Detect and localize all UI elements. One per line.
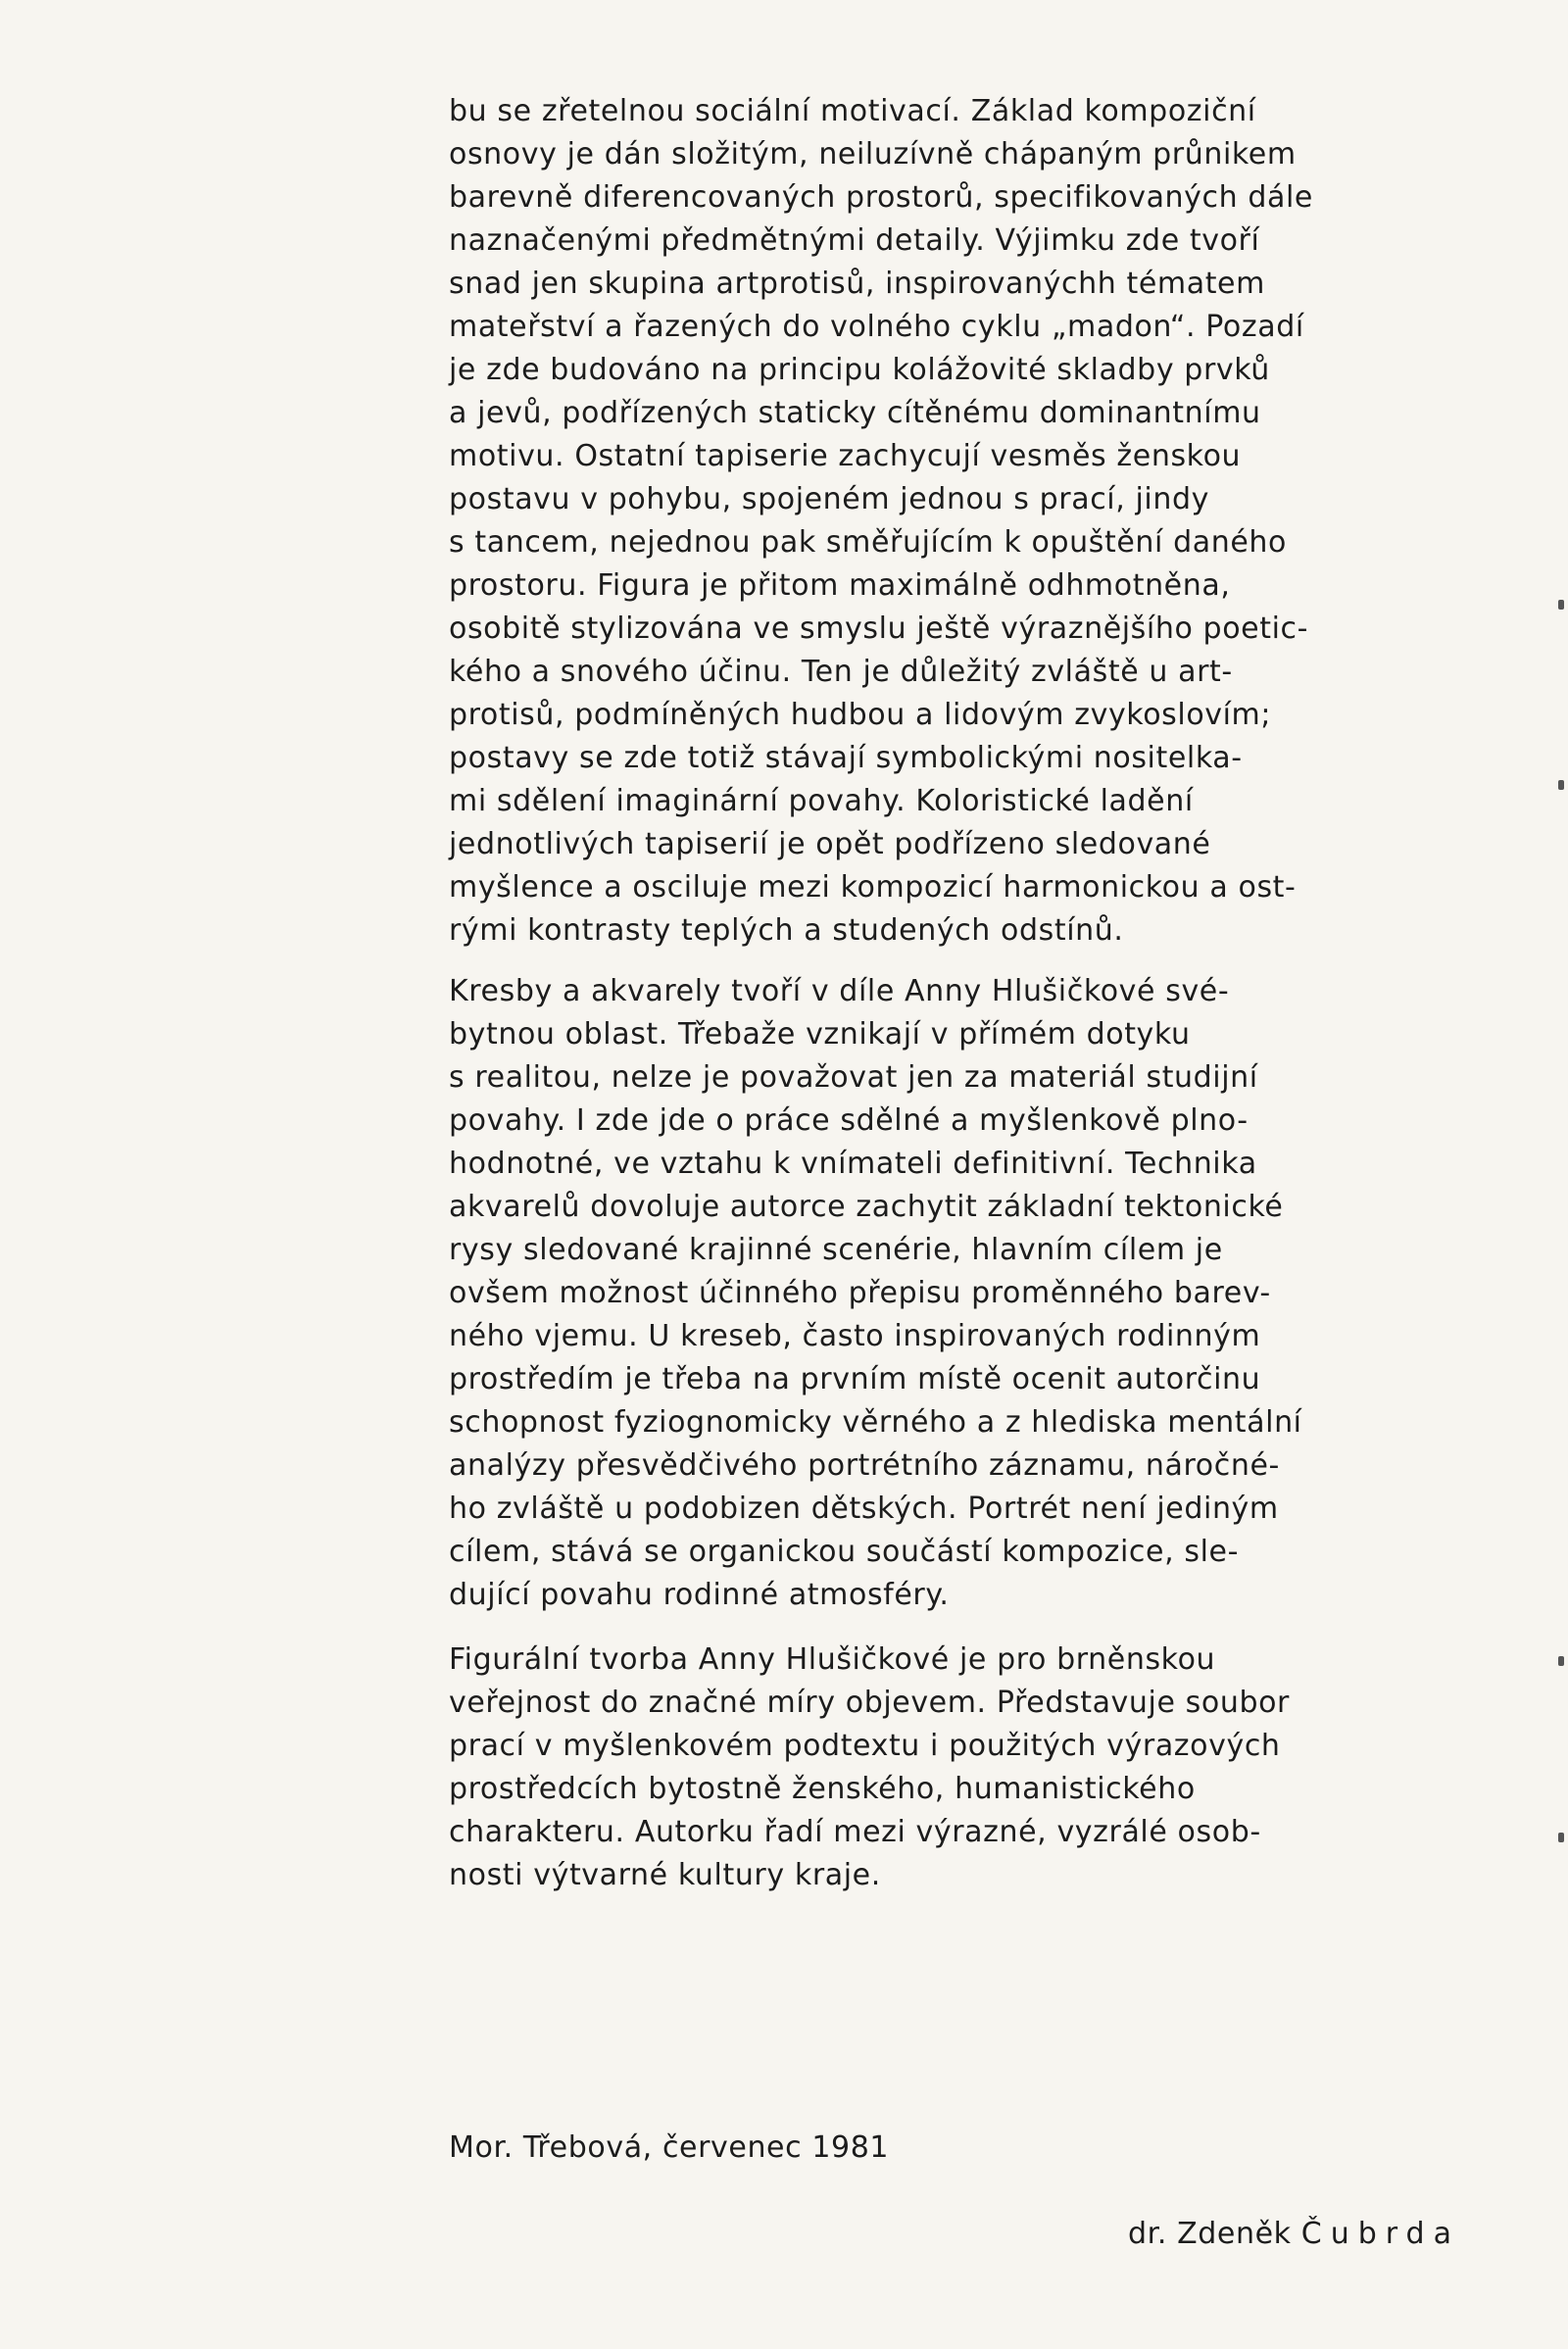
text-line: prací v myšlenkovém podtextu i použitých výrazových: [449, 1729, 1281, 1763]
text-line: ného vjemu. U kreseb, často inspirovaných rodinným: [449, 1319, 1261, 1353]
paragraph-tapestries: [449, 90, 1463, 953]
text-line: osnovy je dán složitým, neiluzívně chápaným průnikem: [449, 137, 1297, 171]
text-line: mateřství a řazených do volného cyklu „madon“. Pozadí: [449, 310, 1304, 344]
paragraph-figural-work: [449, 1639, 1463, 1897]
text-line: je zde budováno na principu kolážovité skladby prvků: [449, 353, 1270, 387]
text-line: Kresby a akvarely tvoří v díle Anny Hlušičkové své-: [449, 974, 1230, 1008]
signature-surname: Čubrda: [1300, 2217, 1460, 2251]
text-line: jednotlivých tapiserií je opět podřízeno sledované: [449, 827, 1211, 861]
text-line: cílem, stává se organickou součástí kompozice, sle-: [449, 1535, 1239, 1569]
signature-name-prefix: dr. Zdeněk: [1128, 2217, 1301, 2251]
text-line: Figurální tvorba Anny Hlušičkové je pro brněnskou: [449, 1642, 1216, 1677]
text-line: prostředcích bytostně ženského, humanistického: [449, 1772, 1196, 1806]
text-line: postavy se zde totiž stávají symbolickými nositelka-: [449, 741, 1243, 775]
text-line: povahy. I zde jde o práce sdělné a myšlenkově plno-: [449, 1103, 1249, 1138]
text-line: myšlence a osciluje mezi kompozicí harmonickou a ost-: [449, 870, 1297, 905]
text-line: dující povahu rodinné atmosféry.: [449, 1578, 950, 1612]
text-line: rými kontrasty teplých a studených odstínů.: [449, 913, 1124, 948]
text-line: ovšem možnost účinného přepisu proměnného barev-: [449, 1276, 1271, 1310]
text-line: ho zvláště u podobizen dětských. Portrét není jediným: [449, 1492, 1279, 1526]
text-line: akvarelů dovoluje autorce zachytit základní tektonické: [449, 1190, 1284, 1224]
place-and-date: Mor. Třebová, červenec 1981: [449, 2130, 890, 2165]
text-line: prostředím je třeba na prvním místě ocenit autorčinu: [449, 1362, 1261, 1396]
scan-edge-mark: [1558, 1656, 1564, 1666]
scan-edge-mark: [1558, 780, 1564, 790]
text-line: analýzy přesvědčivého portrétního záznamu, náročné-: [449, 1448, 1280, 1483]
text-line: a jevů, podřízených staticky cítěnému dominantnímu: [449, 396, 1261, 430]
text-line: charakteru. Autorku řadí mezi výrazné, vyzrálé osob-: [449, 1815, 1261, 1849]
text-line: hodnotné, ve vztahu k vnímateli definitivní. Technika: [449, 1147, 1257, 1181]
text-line: mi sdělení imaginární povahy. Koloristické ladění: [449, 784, 1194, 818]
text-line: postavu v pohybu, spojeném jednou s prací, jindy: [449, 482, 1209, 516]
text-line: schopnost fyziognomicky věrného a z hlediska mentální: [449, 1405, 1302, 1440]
scan-edge-mark: [1558, 1833, 1564, 1842]
text-line: naznačenými předmětnými detaily. Výjimku zde tvoří: [449, 223, 1260, 258]
text-line: bytnou oblast. Třebaže vznikají v přímém dotyku: [449, 1017, 1191, 1052]
text-line: s tancem, nejednou pak směřujícím k opuštění daného: [449, 525, 1287, 560]
text-line: rysy sledované krajinné scenérie, hlavním cílem je: [449, 1233, 1223, 1267]
text-line: s realitou, nelze je považovat jen za materiál studijní: [449, 1060, 1258, 1095]
text-line: kého a snového účinu. Ten je důležitý zvláště u art-: [449, 655, 1233, 689]
text-line: motivu. Ostatní tapiserie zachycují vesměs ženskou: [449, 439, 1242, 473]
scan-edge-mark: [1558, 600, 1564, 610]
text-line: protisů, podmíněných hudbou a lidovým zvykoslovím;: [449, 698, 1272, 732]
text-line: barevně diferencovaných prostorů, specifikovaných dále: [449, 180, 1313, 215]
text-line: snad jen skupina artprotisů, inspirovanýchh tématem: [449, 267, 1265, 301]
text-line: nosti výtvarné kultury kraje.: [449, 1858, 881, 1892]
author-signature: [1128, 2213, 1460, 2256]
text-line: osobitě stylizována ve smyslu ještě výraznějšího poetic-: [449, 612, 1309, 646]
paragraph-drawings-watercolors: [449, 970, 1463, 1617]
text-line: prostoru. Figura je přitom maximálně odhmotněna,: [449, 568, 1231, 603]
text-line: veřejnost do značné míry objevem. Představuje soubor: [449, 1686, 1290, 1720]
text-line: bu se zřetelnou sociální motivací. Základ kompoziční: [449, 94, 1256, 128]
